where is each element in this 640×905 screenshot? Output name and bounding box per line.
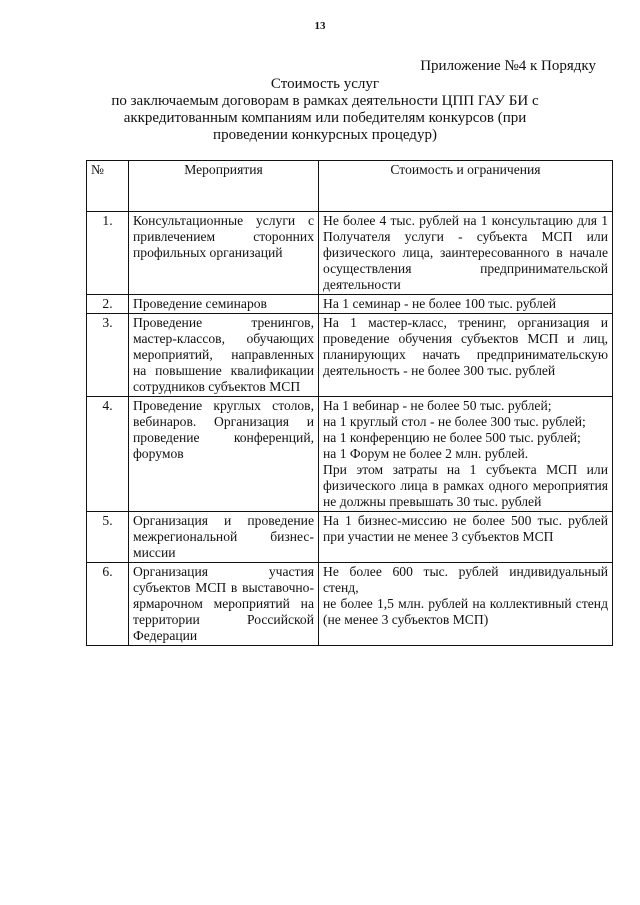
row-number: 5. xyxy=(87,512,129,563)
row-cost xyxy=(319,212,613,295)
table-row xyxy=(87,212,613,295)
header-cost: Стоимость и ограничения xyxy=(319,161,613,212)
row-cost xyxy=(319,314,613,397)
table-row xyxy=(87,397,613,512)
cost-line: При этом затраты на 1 субъекта МСП или физического лица в рамках одного мероприятия не должны превышать 30 тыс. рублей xyxy=(323,462,608,509)
row-number: 2. xyxy=(87,295,129,314)
row-number: 3. xyxy=(87,314,129,397)
title-line: Стоимость услуг xyxy=(270,76,380,92)
table-row xyxy=(87,314,613,397)
cost-line: На 1 семинар - не более 100 тыс. рублей xyxy=(323,296,557,311)
header-number: № xyxy=(87,161,129,212)
row-cost xyxy=(319,512,613,563)
table-header-row xyxy=(87,161,613,212)
cost-line: На 1 мастер-класс, тренинг, организация и проведение обучения субъектов МСП и лиц, планирующих начать предпринимательскую деятельность - не более 300 тыс. рублей xyxy=(323,315,608,378)
row-number: 1. xyxy=(87,212,129,295)
cost-line: Не более 4 тыс. рублей на 1 консультацию для 1 Получателя услуги - субъекта МСП или физического лица, заинтересованного в начале осуществления предпринимательской деятельности xyxy=(323,213,608,292)
cost-table xyxy=(86,160,613,646)
cost-line: На 1 бизнес-миссию не более 500 тыс. рублей при участии не менее 3 субъектов МСП xyxy=(323,513,608,544)
row-cost xyxy=(319,397,613,512)
cost-line: на 1 Форум не более 2 млн. рублей. xyxy=(323,446,529,461)
row-cost xyxy=(319,563,613,646)
cost-line: на 1 конференцию не более 500 тыс. рублей; xyxy=(323,430,581,445)
row-event: Организация участия субъектов МСП в выставочно-ярмарочном мероприятий на территории Российской Федерации xyxy=(129,563,319,646)
cost-line: не более 1,5 млн. рублей на коллективный стенд (не менее 3 субъектов МСП) xyxy=(323,596,608,627)
cost-line: На 1 вебинар - не более 50 тыс. рублей; xyxy=(323,398,552,413)
row-event: Проведение тренингов, мастер-классов, обучающих мероприятий, направленных на повышение квалификации сотрудников субъектов МСП xyxy=(129,314,319,397)
title-line: по заключаемым договорам в рамках деятельности ЦПП ГАУ БИ с xyxy=(111,93,539,109)
row-event: Организация и проведение межрегиональной бизнес-миссии xyxy=(129,512,319,563)
row-number: 6. xyxy=(87,563,129,646)
row-number: 4. xyxy=(87,397,129,512)
cost-line: на 1 круглый стол - не более 300 тыс. рублей; xyxy=(323,414,586,429)
appendix-reference: Приложение №4 к Порядку xyxy=(420,58,596,74)
page-number: 13 xyxy=(314,20,326,32)
document-title xyxy=(90,76,560,144)
title-line: проведении конкурсных процедур) xyxy=(213,127,437,143)
row-cost xyxy=(319,295,613,314)
table-row xyxy=(87,512,613,563)
table-row xyxy=(87,295,613,314)
row-event: Консультационные услуги с привлечением сторонних профильных организаций xyxy=(129,212,319,295)
row-event: Проведение семинаров xyxy=(129,295,319,314)
header-events: Мероприятия xyxy=(129,161,319,212)
cost-line: Не более 600 тыс. рублей индивидуальный стенд, xyxy=(323,564,608,595)
row-event: Проведение круглых столов, вебинаров. Организация и проведение конференций, форумов xyxy=(129,397,319,512)
table-row xyxy=(87,563,613,646)
title-line: аккредитованным компаниям или победителям конкурсов (при xyxy=(123,110,527,126)
